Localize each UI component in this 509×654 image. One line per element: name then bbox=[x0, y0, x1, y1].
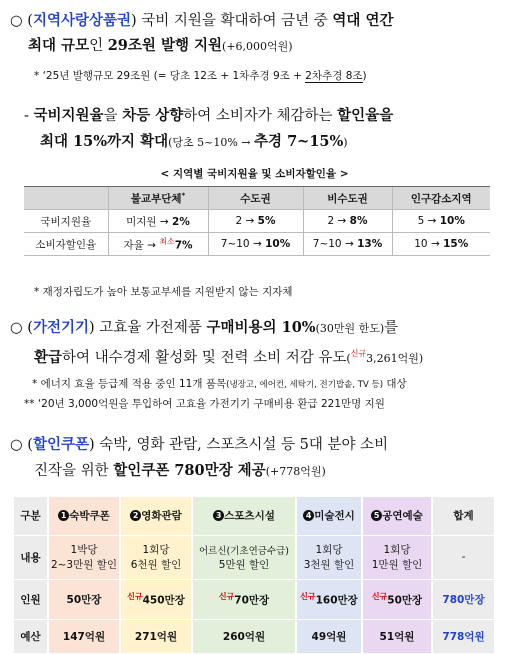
table1-cell: 10 → 15% bbox=[392, 233, 490, 256]
table2-header: 1 숙박쿠폰 bbox=[48, 497, 120, 535]
s1-line4: 최대 15%까지 확대(당초 5~10% → 추경 7~15%) bbox=[40, 133, 348, 150]
s2-note1: * 에너지 효율 등급제 적용 중인 11개 품목(냉장고, 에어컨, 세탁기, 전기밥솥, TV 등) 대상 bbox=[32, 378, 407, 390]
table1-cell: 미지원 → 2% bbox=[108, 210, 208, 233]
table2-cell: 1회당 6천원 할인 bbox=[120, 535, 192, 579]
table2-header: 합계 bbox=[432, 497, 494, 535]
number-badge: 1 bbox=[58, 510, 69, 521]
row-label: 내용 bbox=[14, 535, 48, 579]
new-tag: 신규 bbox=[127, 591, 143, 601]
table2-cell: 51억원 bbox=[362, 619, 432, 653]
s2-keyword: 가전기기 bbox=[32, 319, 89, 336]
table2-cell: - bbox=[432, 535, 494, 579]
bullet: ○ bbox=[10, 320, 23, 336]
number-badge: 3 bbox=[213, 510, 224, 521]
row-label: 예산 bbox=[14, 619, 48, 653]
table2-cell: 1회당 1만원 할인 bbox=[362, 535, 432, 579]
table2-header: 4 미술전시 bbox=[296, 497, 362, 535]
table1-header: 불교부단체* bbox=[108, 187, 208, 210]
table1-header-row bbox=[24, 187, 490, 210]
new-tag: 신규 bbox=[218, 591, 235, 601]
table1-cell: 2 → 8% bbox=[303, 210, 392, 233]
table2-total-cell: 780만장 bbox=[432, 579, 494, 619]
table2-row-budget bbox=[14, 619, 494, 653]
s2-line2: 환급하여 내수경제 활성화 및 전력 소비 저감 유도($^{신규}$3,261억원) bbox=[34, 348, 424, 366]
s1-line1: ○ (지역사랑상품권) 국비 지원을 확대하여 금년 중 역대 연간 bbox=[10, 12, 394, 29]
table2-cell: 1박당 2~3만원 할인 bbox=[48, 535, 120, 579]
row-label: 국비지원율 bbox=[24, 210, 108, 233]
bullet: ○ bbox=[10, 437, 23, 453]
table2-row-people bbox=[14, 579, 494, 619]
table2-cell: $^{신규}$50만장 bbox=[362, 579, 432, 619]
support-rate-table bbox=[24, 186, 490, 256]
s1-note: * ‘25년 발행규모 29조원 (= 당초 12조 + 1차추경 9조 + 2차추경 8조) bbox=[34, 70, 367, 82]
table2-header: 5 공연예술 bbox=[362, 497, 432, 535]
row-label: 인원 bbox=[14, 579, 48, 619]
bullet: ○ bbox=[10, 13, 23, 29]
table2-cell: 271억원 bbox=[120, 619, 192, 653]
s3-line1: ○ (할인쿠폰) 숙박, 영화 관람, 스포츠시설 등 5대 분야 소비 bbox=[10, 436, 389, 453]
table2-cell: $^{신규}$160만장 bbox=[296, 579, 362, 619]
s1-line2: 최대 규모인 29조원 발행 지원(+6,000억원) bbox=[28, 37, 293, 54]
new-tag: 신규 bbox=[371, 591, 388, 601]
table2-header: 2 영화관람 bbox=[120, 497, 192, 535]
new-tag: 최소 bbox=[159, 236, 175, 246]
number-badge: 4 bbox=[303, 510, 314, 521]
table1-header: 수도권 bbox=[208, 187, 303, 210]
dash: - bbox=[24, 108, 29, 124]
table2-cell: 147억원 bbox=[48, 619, 120, 653]
s3-keyword: 할인쿠폰 bbox=[32, 436, 89, 453]
number-badge: 5 bbox=[371, 510, 382, 521]
table2-total-cell: 778억원 bbox=[432, 619, 494, 653]
new-tag: 신규 bbox=[350, 349, 367, 358]
table2-row-content bbox=[14, 535, 494, 579]
table1-cell: 7~10 → 13% bbox=[303, 233, 392, 256]
table1-row-discount bbox=[24, 233, 490, 256]
table2-cell: 50만장 bbox=[48, 579, 120, 619]
table2-cell: $^{신규}$70만장 bbox=[192, 579, 296, 619]
row-label: 소비자할인율 bbox=[24, 233, 108, 256]
s3-line2: 진작을 위한 할인쿠폰 780만장 제공(+778억원) bbox=[34, 462, 326, 479]
table2-cell: 어르신(기초연금수급) 5만원 할인 bbox=[192, 535, 296, 579]
table1-cell: 7~10 → 10% bbox=[208, 233, 303, 256]
table1-header: 비수도권 bbox=[303, 187, 392, 210]
table2-cell: 260억원 bbox=[192, 619, 296, 653]
s2-note2: ** ‘20년 3,000억원을 투입하여 고효율 가전기기 구매비용 환급 221만명 지원 bbox=[24, 398, 385, 410]
table2-cell: 1회당 3천원 할인 bbox=[296, 535, 362, 579]
table1-caption: < 지역별 국비지원율 및 소비자할인율 > bbox=[160, 168, 349, 180]
new-tag: 신규 bbox=[300, 591, 316, 601]
table1-cell: 자율 → $^{최소}$7% bbox=[108, 233, 208, 256]
number-badge: 2 bbox=[130, 510, 141, 521]
coupon-table bbox=[14, 497, 494, 654]
table2-header-row bbox=[14, 497, 494, 535]
s1-keyword: 지역사랑상품권 bbox=[32, 12, 131, 29]
s1-line3: - 국비지원율을 차등 상향하여 소비자가 체감하는 할인율을 bbox=[24, 107, 394, 124]
table2-header: 구분 bbox=[14, 497, 48, 535]
s2-line1: ○ (가전기기) 고효율 가전제품 구매비용의 10%(30만원 한도)를 bbox=[10, 319, 399, 336]
table2-cell: 49억원 bbox=[296, 619, 362, 653]
table2-cell: $^{신규}$450만장 bbox=[120, 579, 192, 619]
table2-header: 3 스포츠시설 bbox=[192, 497, 296, 535]
table1-row-support bbox=[24, 210, 490, 233]
table1-footnote: * 재정자립도가 높아 보통교부세를 지원받지 않는 지자체 bbox=[34, 286, 293, 298]
table1-cell: 2 → 5% bbox=[208, 210, 303, 233]
table1-header bbox=[24, 187, 108, 210]
table1-cell: 5 → 10% bbox=[392, 210, 490, 233]
table1-header: 인구감소지역 bbox=[392, 187, 490, 210]
